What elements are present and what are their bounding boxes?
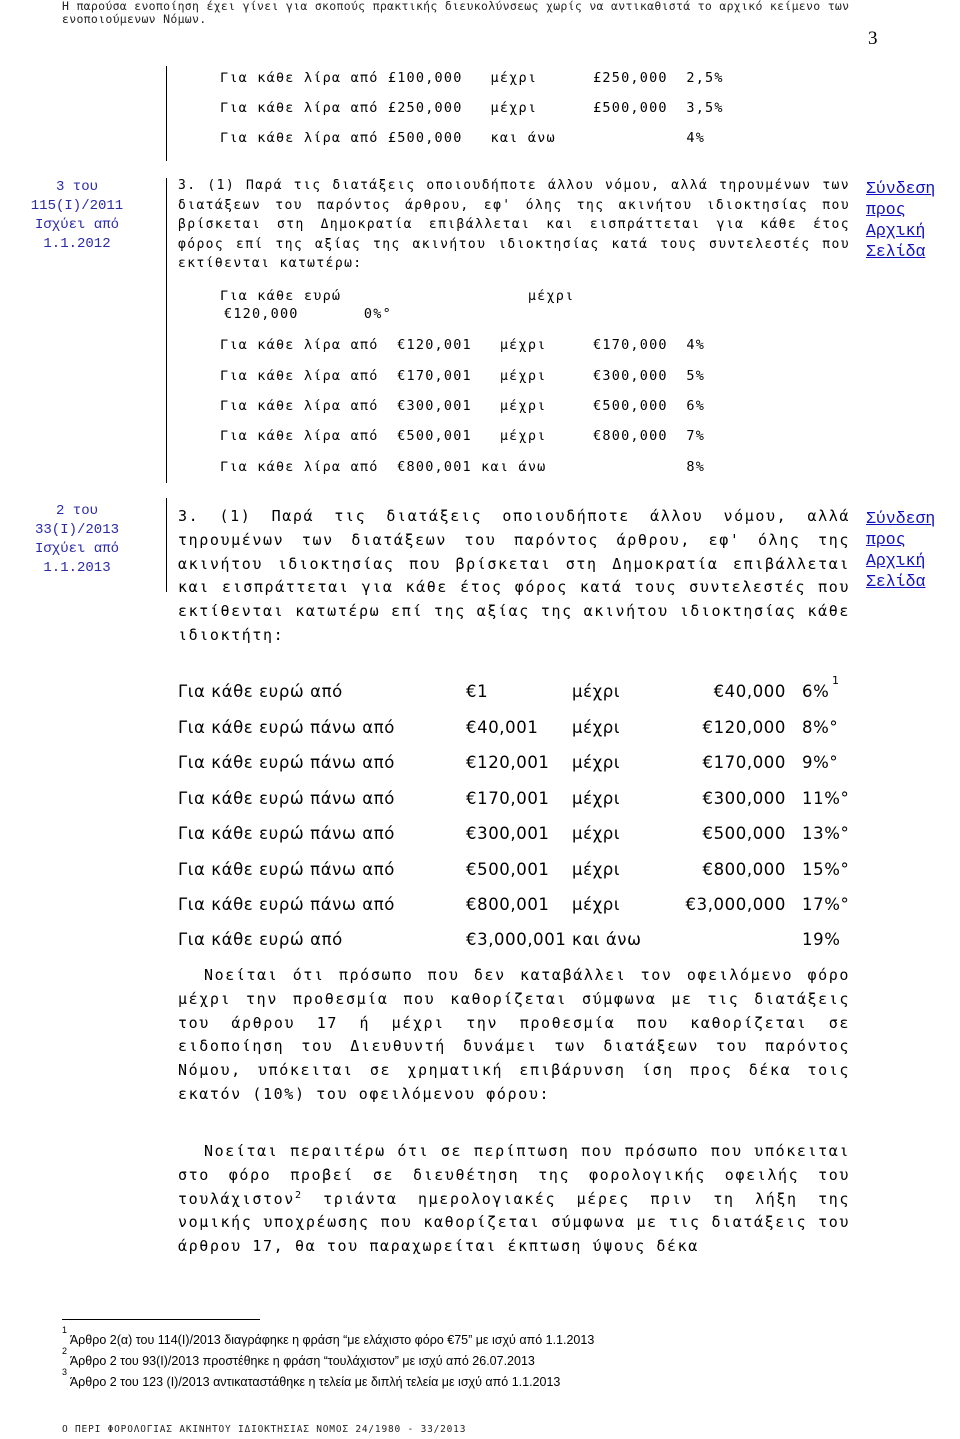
footnote-number: 1	[62, 1324, 68, 1335]
rate-cell: €300,001	[466, 824, 550, 843]
rate-cell: μέχρι	[572, 718, 621, 737]
rate-cell: Για κάθε ευρώ πάνω από	[178, 860, 395, 879]
rate-cell: €120,001	[466, 753, 550, 772]
footnote	[62, 1324, 595, 1347]
rate-cell: Για κάθε ευρώ πάνω από	[178, 895, 395, 914]
proviso-paragraph	[178, 1140, 850, 1259]
proviso-text: τριάντα ημερολογιακές μέρες πριν τη λήξη της νομικής υποχρέωσης που καθορίζεται σύμφωνα με τις διατάξεις του άρθρου 17, θα του παραχωρείται έκπτωση ύψους δέκα	[178, 1189, 850, 1256]
rate-cell: €800,000	[702, 860, 786, 879]
rate-cell: €170,001	[466, 789, 550, 808]
footnote-ref: 2	[294, 1189, 303, 1201]
home-link[interactable]	[866, 178, 958, 262]
rate-cell: €3,000,000	[685, 895, 786, 914]
amendment-line: Ισχύει από	[34, 541, 119, 557]
rate-cell: μέχρι	[572, 895, 621, 914]
rate-line: Για κάθε λίρα από £100,000 μέχρι £250,000 2,5%	[220, 70, 724, 86]
home-link-text[interactable]: προς	[866, 200, 906, 219]
amendment-line: Ισχύει από	[34, 217, 119, 233]
amendment-line: 1.1.2013	[43, 560, 111, 576]
rate-cell: €1	[466, 682, 489, 701]
amendment-note	[2, 178, 152, 254]
amendment-line: 3 του	[55, 179, 98, 195]
rate-cell: Για κάθε ευρώ πάνω από	[178, 789, 395, 808]
home-link-text[interactable]: Σελίδα	[866, 242, 926, 261]
rate-cell: 6%	[802, 682, 830, 701]
rate-cell: Για κάθε ευρώ πάνω από	[178, 718, 395, 737]
rate-line: Για κάθε λίρα από €170,001 μέχρι €300,000 5%	[220, 368, 706, 384]
rate-cell: 15%°	[802, 860, 850, 879]
amendment-line: 1.1.2012	[43, 236, 111, 252]
amendment-line: 33(Ι)/2013	[34, 522, 119, 538]
rate-line: Για κάθε ευρώ μέχρι	[220, 288, 575, 304]
footnote	[62, 1366, 561, 1389]
rate-cell: και άνω	[572, 930, 642, 949]
rate-cell: 11%°	[802, 789, 850, 808]
consolidation-disclaimer: Η παρούσα ενοποίηση έχει γίνει για σκοπούς πρακτικής διευκολύνσεως χωρίς να αντικαθιστά το αρχικό κείμενο των ενοποιούμενων Νόμων.	[62, 0, 850, 26]
rate-cell: €40,000	[713, 682, 786, 701]
footnote-number: 2	[62, 1345, 68, 1356]
rate-cell: 19%	[802, 930, 841, 949]
page-number: 3	[868, 28, 878, 49]
rate-cell: Για κάθε ευρώ από	[178, 930, 343, 949]
rate-cell: €500,000	[702, 824, 786, 843]
home-link[interactable]	[866, 508, 958, 592]
rate-line: Για κάθε λίρα από €800,001 και άνω 8%	[220, 459, 706, 475]
home-link-text[interactable]: Αρχική	[866, 221, 926, 240]
rate-cell: 17%°	[802, 895, 850, 914]
rate-line: €120,000 0%°	[224, 306, 392, 322]
rate-cell: Για κάθε ευρώ πάνω από	[178, 824, 395, 843]
section-3-old-text: 3. (1) Παρά τις διατάξεις οποιουδήποτε άλλου νόμου, αλλά τηρουμένων των διατάξεων του παρόντος άρθρου, εφ' όλης της ακινήτου ιδιοκτησίας που βρίσκεται στη Δημοκρατία επιβάλλεται και εισπράττεται για κάθε έτος φόρος επί της αξίας της ακινήτου ιδιοκτησίας κατά τους συντελεστές που εκτίθενται κατωτέρω:	[178, 178, 850, 271]
page-footer: Ο ΠΕΡΙ ΦΟΡΟΛΟΓΙΑΣ ΑΚΙΝΗΤΟΥ ΙΔΙΟΚΤΗΣΙΑΣ ΝΟΜΟΣ 24/1980 - 33/2013	[62, 1424, 467, 1435]
rate-cell: Για κάθε ευρώ πάνω από	[178, 753, 395, 772]
rate-cell: μέχρι	[572, 860, 621, 879]
rate-cell: €170,000	[702, 753, 786, 772]
rate-cell: €3,000,001	[466, 930, 567, 949]
rate-cell: μέχρι	[572, 824, 621, 843]
section-3-new-text: 3. (1) Παρά τις διατάξεις οποιουδήποτε άλλου νόμου, αλλά τηρουμένων των διατάξεων του παρόντος άρθρου, εφ' όλης της ακινήτου ιδιοκτησίας που βρίσκεται στη Δημοκρατία επιβάλλεται και εισπράττεται για κάθε έτος φόρος κατά τους συντελεστές που εκτίθενται κατωτέρω επί της αξίας της ακινήτου ιδιοκτησίας κάθε ιδιοκτήτη:	[178, 507, 850, 644]
rate-cell: μέχρι	[572, 682, 621, 701]
rate-cell: €40,001	[466, 718, 539, 737]
home-link-text[interactable]: προς	[866, 530, 906, 549]
rate-cell: 13%°	[802, 824, 850, 843]
footnote-text: Άρθρο 2 του 123 (Ι)/2013 αντικαταστάθηκε η τελεία με διπλή τελεία με ισχύ από 1.1.2013	[69, 1375, 561, 1389]
margin-rule	[166, 178, 167, 483]
footnote-text: Άρθρο 2 του 93(Ι)/2013 προστέθηκε η φράση “τουλάχιστον” με ισχύ από 26.07.2013	[69, 1354, 535, 1368]
rate-line: Για κάθε λίρα από £500,000 και άνω 4%	[220, 130, 706, 146]
rate-cell: €300,000	[702, 789, 786, 808]
rate-cell: μέχρι	[572, 789, 621, 808]
amendment-line: 2 του	[55, 503, 98, 519]
home-link-text[interactable]: Σύνδεση	[866, 179, 936, 198]
margin-rule	[166, 66, 167, 161]
rate-line: Για κάθε λίρα από €500,001 μέχρι €800,000 7%	[220, 428, 706, 444]
margin-rule	[166, 498, 167, 592]
amendment-line: 115(Ι)/2011	[30, 198, 124, 214]
home-link-text[interactable]: Σύνδεση	[866, 509, 936, 528]
home-link-text[interactable]: Σελίδα	[866, 572, 926, 591]
rate-cell: €120,000	[702, 718, 786, 737]
proviso-text: Νοείται περαιτέρω ότι σε περίπτωση που πρόσωπο που υπόκειται στο φόρο προβεί σε διευθέτηση της φορολογικής οφειλής του τουλάχιστον	[178, 1142, 850, 1208]
footnote-ref: 1	[832, 674, 840, 687]
rate-cell: Για κάθε ευρώ από	[178, 682, 343, 701]
rate-cell: €500,001	[466, 860, 550, 879]
amendment-note	[2, 502, 152, 578]
rate-line: Για κάθε λίρα από €120,001 μέχρι €170,000 4%	[220, 337, 706, 353]
rate-line: Για κάθε λίρα από £250,000 μέχρι £500,000 3,5%	[220, 100, 724, 116]
rate-cell: μέχρι	[572, 753, 621, 772]
proviso-paragraph: Νοείται ότι πρόσωπο που δεν καταβάλλει τον οφειλόμενο φόρο μέχρι την προθεσμία που καθορίζεται σύμφωνα με τις διατάξεις του άρθρου 17 ή μέχρι την προθεσμία που καθορίζεται σε ειδοποίηση του Διευθυντή δυνάμει των διατάξεων του παρόντος Νόμου, υπόκειται σε χρηματική επιβάρυνση ίση προς δέκα τοις εκατόν (10%) του οφειλόμενου φόρου:	[178, 966, 850, 1103]
rate-cell: 8%°	[802, 718, 839, 737]
rate-line: Για κάθε λίρα από €300,001 μέχρι €500,000 6%	[220, 398, 706, 414]
footnote-text: Άρθρο 2(α) του 114(Ι)/2013 διαγράφηκε η φράση “με ελάχιστο φόρο €75” με ισχύ από 1.1.2013	[69, 1333, 595, 1347]
footnote-number: 3	[62, 1366, 68, 1377]
footnote-separator	[62, 1319, 260, 1320]
rate-cell: €800,001	[466, 895, 550, 914]
footnote	[62, 1345, 535, 1368]
home-link-text[interactable]: Αρχική	[866, 551, 926, 570]
rate-cell: 9%°	[802, 753, 839, 772]
